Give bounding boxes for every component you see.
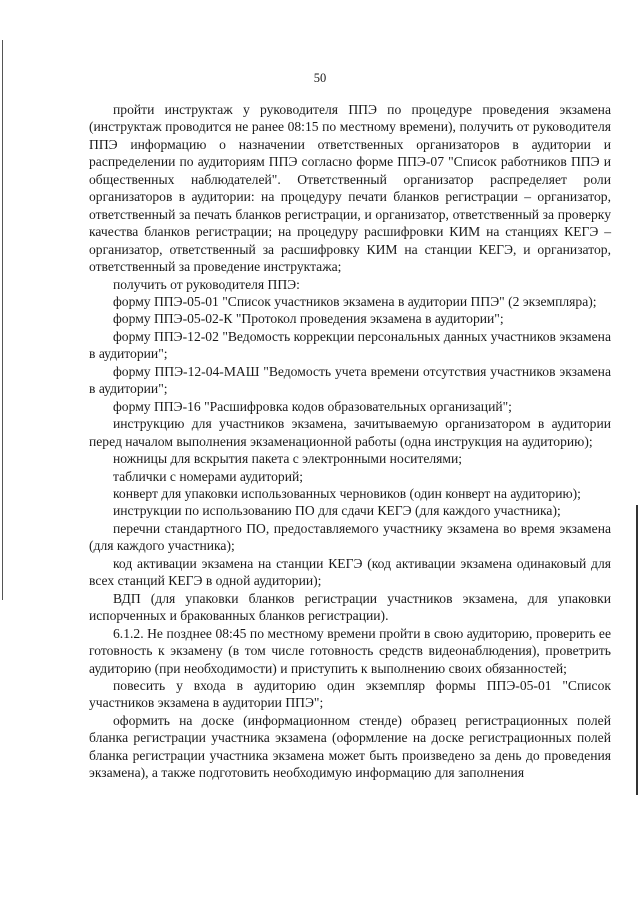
list-item-form-ppe-12-02: форму ППЭ-12-02 "Ведомость коррекции персональных данных участников экзамена в аудитории"; — [89, 328, 611, 362]
paragraph-board-sample: оформить на доске (информационном стенде) образец регистрационных полей бланка регистрации участника экзамена (оформление на доске регистрационных полей бланка регистрации участника экзамена может быть произведено за день до проведения экзамена), а также подготовить необходимую информацию для заполнения — [89, 712, 611, 781]
list-item-standard-software-list: перечни стандартного ПО, предоставляемого участнику экзамена во время экзамена (для каждого участника); — [89, 520, 611, 554]
list-item-drafts-envelope: конверт для упаковки использованных черновиков (один конверт на аудиторию); — [113, 485, 581, 501]
list-item-participant-instruction: инструкцию для участников экзамена, зачитываемую организатором в аудитории перед началом выполнения экзаменационной работы (одна инструкция на аудиторию); — [89, 416, 611, 449]
scan-edge-left — [2, 40, 3, 600]
scan-edge-right — [636, 505, 638, 795]
document-body — [89, 101, 611, 782]
page-number: 50 — [313, 71, 327, 85]
list-item-scissors: ножницы для вскрытия пакета с электронными носителями; — [113, 451, 463, 467]
paragraph-receive-from-head: получить от руководителя ППЭ: — [113, 276, 300, 292]
list-item-form-ppe-16: форму ППЭ-16 "Расшифровка кодов образовательных организаций"; — [113, 398, 512, 414]
paragraph-hang-form: повесить у входа в аудиторию один экземпляр формы ППЭ-05-01 "Список участников экзамена в аудитории ППЭ"; — [89, 677, 611, 711]
list-item-form-ppe-12-04-mash: форму ППЭ-12-04-МАШ "Ведомость учета времени отсутствия участников экзамена в аудитории"; — [89, 363, 611, 397]
list-item-form-ppe-05-01: форму ППЭ-05-01 "Список участников экзамена в аудитории ППЭ" (2 экземпляра); — [113, 293, 597, 309]
list-item-activation-code: код активации экзамена на станции КЕГЭ (код активации экзамена одинаковый для всех станций КЕГЭ в одной аудитории); — [89, 555, 611, 589]
list-item-software-instructions: инструкции по использованию ПО для сдачи КЕГЭ (для каждого участника); — [113, 503, 561, 519]
paragraph-section-6-1-2: 6.1.2. Не позднее 08:45 по местному времени пройти в свою аудиторию, проверить ее готовность к экзамену (в том числе готовность средств видеонаблюдения), проветрить аудиторию (при необходимости) и приступить к выполнению своих обязанностей; — [89, 625, 611, 676]
paragraph-instruction-briefing: пройти инструктаж у руководителя ППЭ по процедуре проведения экзамена (инструктаж проводится не ранее 08:15 по местному времени), получить от руководителя ППЭ информацию о назначении ответственных организаторов в аудитории и распределении по аудиториям ППЭ согласно форме ППЭ-07 "Список работников ППЭ и общественных наблюдателей". Ответственный организатор распределяет роли организаторов в аудитории: на процедуру печати бланков регистрации – организатор, ответственный за печать бланков регистрации, и организатор, ответственный за проверку качества бланков регистрации; на процедуру расшифровки КИМ на станциях КЕГЭ – организатор, ответственный за расшифровку КИМ на станции КЕГЭ, и организатор, ответственный за проведение инструктажа; — [89, 102, 611, 275]
list-item-vdp-packages: ВДП (для упаковки бланков регистрации участников экзамена, для упаковки испорченных и бракованных бланков регистрации). — [89, 590, 611, 624]
list-item-room-plates: таблички с номерами аудиторий; — [113, 468, 304, 484]
list-item-form-ppe-05-02-k: форму ППЭ-05-02-К "Протокол проведения экзамена в аудитории"; — [113, 311, 504, 327]
